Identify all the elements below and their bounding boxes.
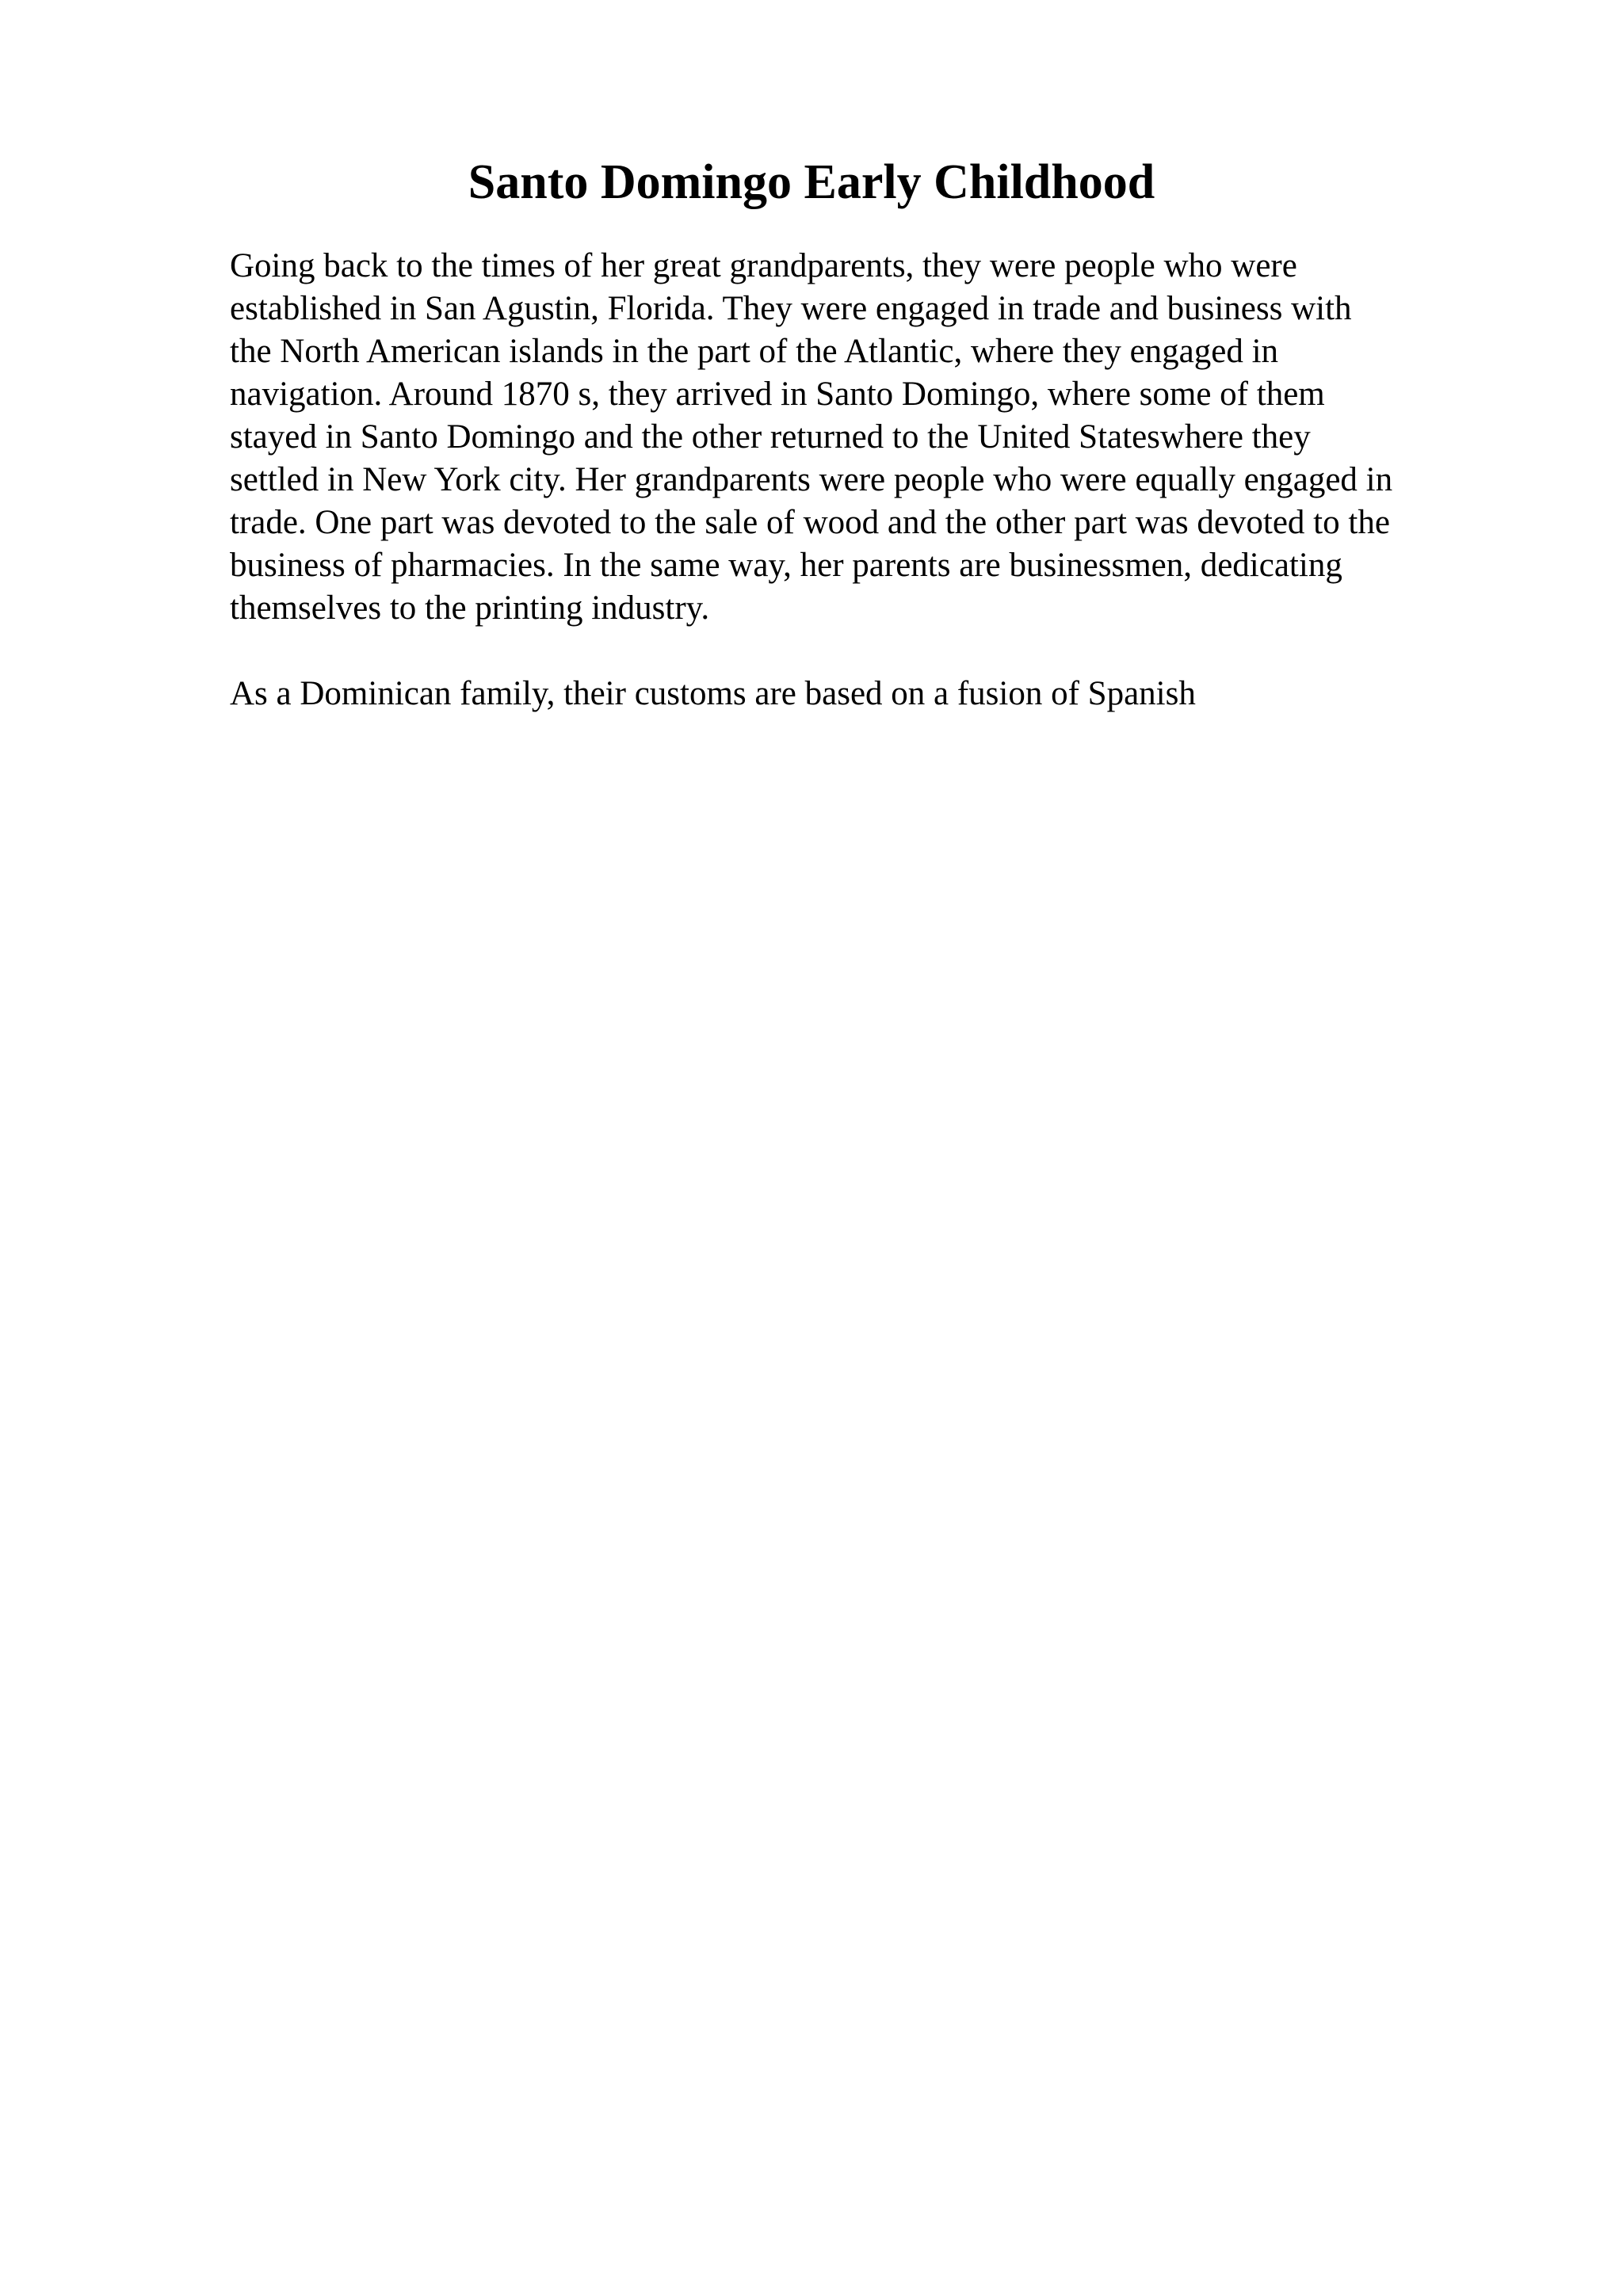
paragraph-line: the North American islands in the part of the Atlantic, where they engaged in [230,333,1279,370]
paragraph-line: settled in New York city. Her grandparents were people who were equally engaged in [230,461,1393,498]
page-title: Santo Domingo Early Childhood [468,155,1155,209]
paragraph-line: trade. One part was devoted to the sale of wood and the other part was devoted to the [230,504,1390,541]
paragraph-line: themselves to the printing industry. [230,589,710,627]
paragraph-line: Going back to the times of her great grandparents, they were people who were [230,247,1297,284]
paragraph-line: business of pharmacies. In the same way, her parents are businessmen, dedicating [230,547,1342,584]
paragraph-line: established in San Agustin, Florida. They were engaged in trade and business with [230,290,1352,327]
paragraph-line: navigation. Around 1870 s, they arrived in Santo Domingo, where some of them [230,376,1325,413]
paragraph-line: stayed in Santo Domingo and the other returned to the United Stateswhere they [230,418,1311,456]
paragraph-line: As a Dominican family, their customs are based on a fusion of Spanish [230,675,1196,712]
